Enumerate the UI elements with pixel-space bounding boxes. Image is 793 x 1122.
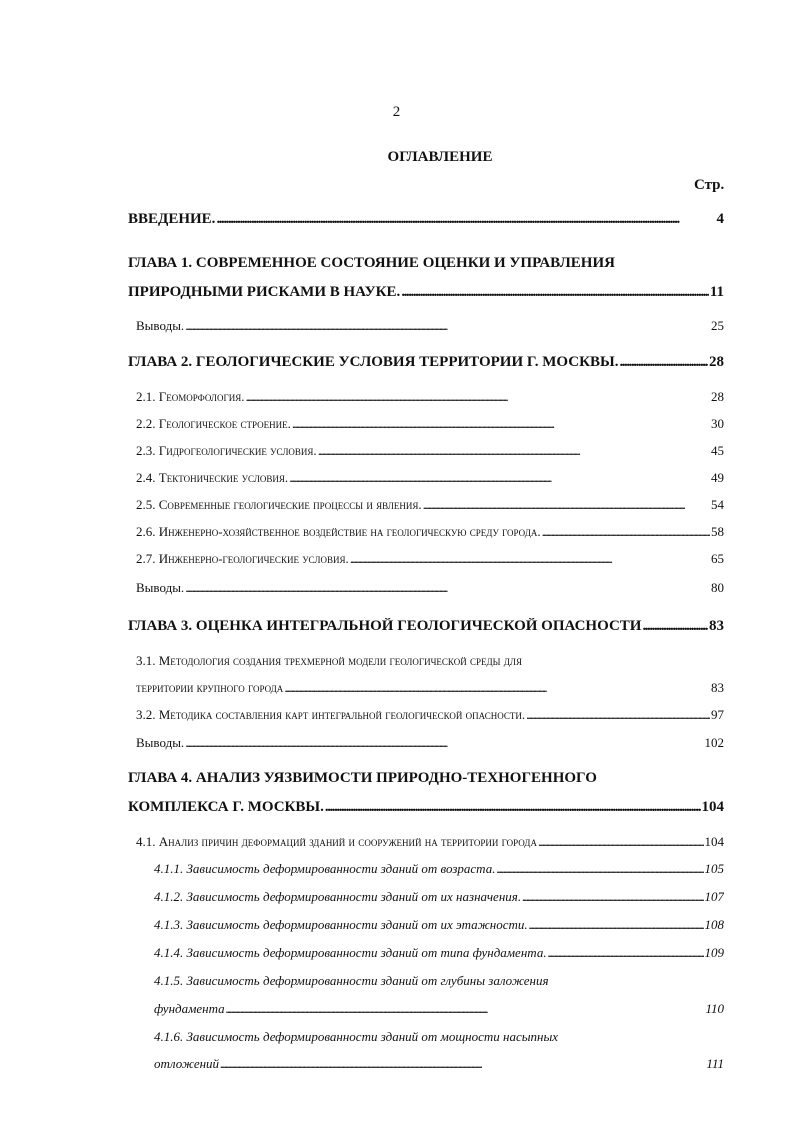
leader-dots <box>423 497 710 513</box>
leader-dots <box>529 917 704 933</box>
page-title: ОГЛАВЛЕНИЕ <box>387 149 493 165</box>
leader-dots <box>548 945 704 961</box>
toc-entry-label: Тектонические условия. <box>158 470 289 485</box>
toc-entry-4-1[interactable] <box>136 834 724 850</box>
toc-entry-2-2[interactable] <box>136 416 724 432</box>
toc-entry-page: 104 <box>704 834 724 849</box>
toc-entry-chapter-2[interactable] <box>128 354 724 371</box>
leader-dots <box>522 889 703 905</box>
leader-dots <box>185 735 703 751</box>
leader-dots <box>284 680 710 696</box>
toc-entry-ch2-conclusions[interactable] <box>136 580 724 596</box>
leader-dots <box>245 389 710 405</box>
toc-entry-page: 80 <box>711 580 724 595</box>
toc-entry-4-1-3[interactable] <box>154 917 724 933</box>
toc-entry-4-1-1[interactable] <box>154 861 724 877</box>
toc-entry-label: территории крупного города <box>136 680 284 695</box>
toc-entry-label: Инженерно-хозяйственное воздействие на геологическую среду города. <box>158 524 541 539</box>
leader-dots <box>619 354 708 371</box>
toc-entry-page: 11 <box>709 284 724 300</box>
toc-entry-2-4[interactable] <box>136 470 724 486</box>
toc-entry-2-6[interactable] <box>136 524 724 540</box>
leader-dots <box>220 1056 705 1072</box>
toc-entry-page: 107 <box>704 889 724 904</box>
toc-entry-3-2[interactable] <box>136 707 724 723</box>
toc-entry-ch1-conclusions[interactable] <box>136 318 724 334</box>
toc-entry-4-1-5[interactable] <box>154 1001 724 1017</box>
toc-entry-label: 4.1.1. Зависимость деформированности зданий от возраста. <box>154 861 496 876</box>
toc-entry-page: 49 <box>711 470 724 485</box>
toc-entry-page: 83 <box>711 680 724 695</box>
toc-entry-2-7[interactable] <box>136 551 724 567</box>
toc-chapter-4-line-1[interactable]: ГЛАВА 4. АНАЛИЗ УЯЗВИМОСТИ ПРИРОДНО-ТЕХНОГЕННОГО <box>128 770 597 786</box>
toc-entry-page: 45 <box>711 443 724 458</box>
toc-entry-number: 2.6. <box>136 524 156 539</box>
leader-dots <box>292 416 710 432</box>
toc-entry-intro[interactable] <box>128 211 724 228</box>
toc-entry-page: 109 <box>704 945 724 960</box>
toc-entry-page: 97 <box>711 707 724 722</box>
toc-entry-label: Гидрогеологические условия. <box>158 443 317 458</box>
leader-dots <box>318 443 710 459</box>
page-column-header: Стр. <box>694 177 725 193</box>
toc-chapter-1-line-1[interactable]: ГЛАВА 1. СОВРЕМЕННОЕ СОСТОЯНИЕ ОЦЕНКИ И УПРАВЛЕНИЯ <box>128 255 615 271</box>
toc-entry-ch3-conclusions[interactable] <box>136 735 724 751</box>
toc-entry-chapter-3[interactable] <box>128 618 724 635</box>
leader-dots <box>185 318 710 334</box>
toc-entry-label: Выводы. <box>136 735 185 750</box>
toc-entry-label: 3.2. Методика составления карт интегральной геологической опасности. <box>136 707 526 722</box>
toc-entry-4-1-2[interactable] <box>154 889 724 905</box>
toc-entry-2-3[interactable] <box>136 443 724 459</box>
toc-entry-3-1-line-1[interactable]: 3.1. Методология создания трехмерной модели геологической среды для <box>136 653 522 668</box>
toc-entry-page: 111 <box>706 1056 724 1071</box>
toc-entry-number: 2.2. <box>136 416 156 431</box>
leader-dots <box>538 834 704 850</box>
toc-entry-label: Современные геологические процессы и явления. <box>158 497 422 512</box>
toc-entry-label: 4.1.2. Зависимость деформированности зданий от их назначения. <box>154 889 522 904</box>
leader-dots <box>185 580 710 596</box>
toc-entry-page: 58 <box>711 524 724 539</box>
toc-entry-page: 30 <box>711 416 724 431</box>
toc-entry-4-1-5-line-1[interactable]: 4.1.5. Зависимость деформированности зданий от глубины заложения <box>154 973 549 988</box>
leader-dots <box>496 861 703 877</box>
leader-dots <box>289 470 710 486</box>
toc-entry-page: 28 <box>711 389 724 404</box>
toc-entry-number: 2.1. <box>136 389 156 404</box>
toc-entry-3-1[interactable] <box>136 680 724 696</box>
toc-entry-chapter-4[interactable] <box>128 799 724 816</box>
toc-entry-page: 105 <box>704 861 724 876</box>
toc-entry-number: 2.4. <box>136 470 156 485</box>
leader-dots <box>226 1001 705 1017</box>
toc-entry-label: Геологическое строение. <box>158 416 291 431</box>
toc-entry-page: 108 <box>704 917 724 932</box>
toc-entry-chapter-1[interactable] <box>128 284 724 301</box>
toc-entry-label: ВВЕДЕНИЕ. <box>128 211 216 227</box>
toc-entry-label: 4.1.3. Зависимость деформированности зданий от их этажности. <box>154 917 528 932</box>
leader-dots <box>526 707 710 723</box>
toc-entry-label: 4.1.4. Зависимость деформированности зданий от типа фундамента. <box>154 945 547 960</box>
toc-entry-label: Инженерно-геологические условия. <box>158 551 349 566</box>
toc-entry-4-1-6-line-1[interactable]: 4.1.6. Зависимость деформированности зданий от мощности насыпных <box>154 1029 559 1044</box>
toc-entry-page: 4 <box>716 211 724 227</box>
toc-entry-label: КОМПЛЕКСА Г. МОСКВЫ. <box>128 799 324 815</box>
toc-entry-page: 104 <box>701 799 724 815</box>
toc-entry-4-1-4[interactable] <box>154 945 724 961</box>
toc-entry-label: ГЛАВА 3. ОЦЕНКА ИНТЕГРАЛЬНОЙ ГЕОЛОГИЧЕСКОЙ ОПАСНОСТИ <box>128 618 642 634</box>
toc-entry-label: Выводы. <box>136 318 185 333</box>
leader-dots <box>325 799 701 816</box>
toc-entry-page: 25 <box>711 318 724 333</box>
toc-entry-page: 102 <box>704 735 724 750</box>
toc-entry-page: 110 <box>705 1001 724 1016</box>
toc-entry-label: фундамента <box>154 1001 225 1016</box>
toc-entry-label: Выводы. <box>136 580 185 595</box>
toc-entry-label: Геоморфология. <box>158 389 245 404</box>
leader-dots <box>401 284 709 301</box>
toc-entry-2-1[interactable] <box>136 389 724 405</box>
toc-entry-label: ПРИРОДНЫМИ РИСКАМИ В НАУКЕ. <box>128 284 401 300</box>
toc-entry-number: 2.5. <box>136 497 156 512</box>
toc-entry-page: 83 <box>709 618 724 634</box>
toc-entry-number: 2.3. <box>136 443 156 458</box>
toc-entry-label: ГЛАВА 2. ГЕОЛОГИЧЕСКИЕ УСЛОВИЯ ТЕРРИТОРИИ Г. МОСКВЫ. <box>128 354 619 370</box>
toc-entry-page: 65 <box>711 551 724 566</box>
leader-dots <box>350 551 710 567</box>
page-number: 2 <box>392 104 401 120</box>
toc-entry-label: 4.1. Анализ причин деформаций зданий и сооружений на территории города <box>136 834 537 849</box>
toc-entry-page: 54 <box>711 497 724 512</box>
toc-entry-label: отложений <box>154 1056 220 1071</box>
leader-dots <box>216 211 715 228</box>
leader-dots <box>642 618 708 635</box>
toc-entry-page: 28 <box>709 354 724 370</box>
toc-entry-number: 2.7. <box>136 551 156 566</box>
toc-entry-4-1-6[interactable] <box>154 1056 724 1072</box>
leader-dots <box>542 524 710 540</box>
toc-entry-2-5[interactable] <box>136 497 724 513</box>
